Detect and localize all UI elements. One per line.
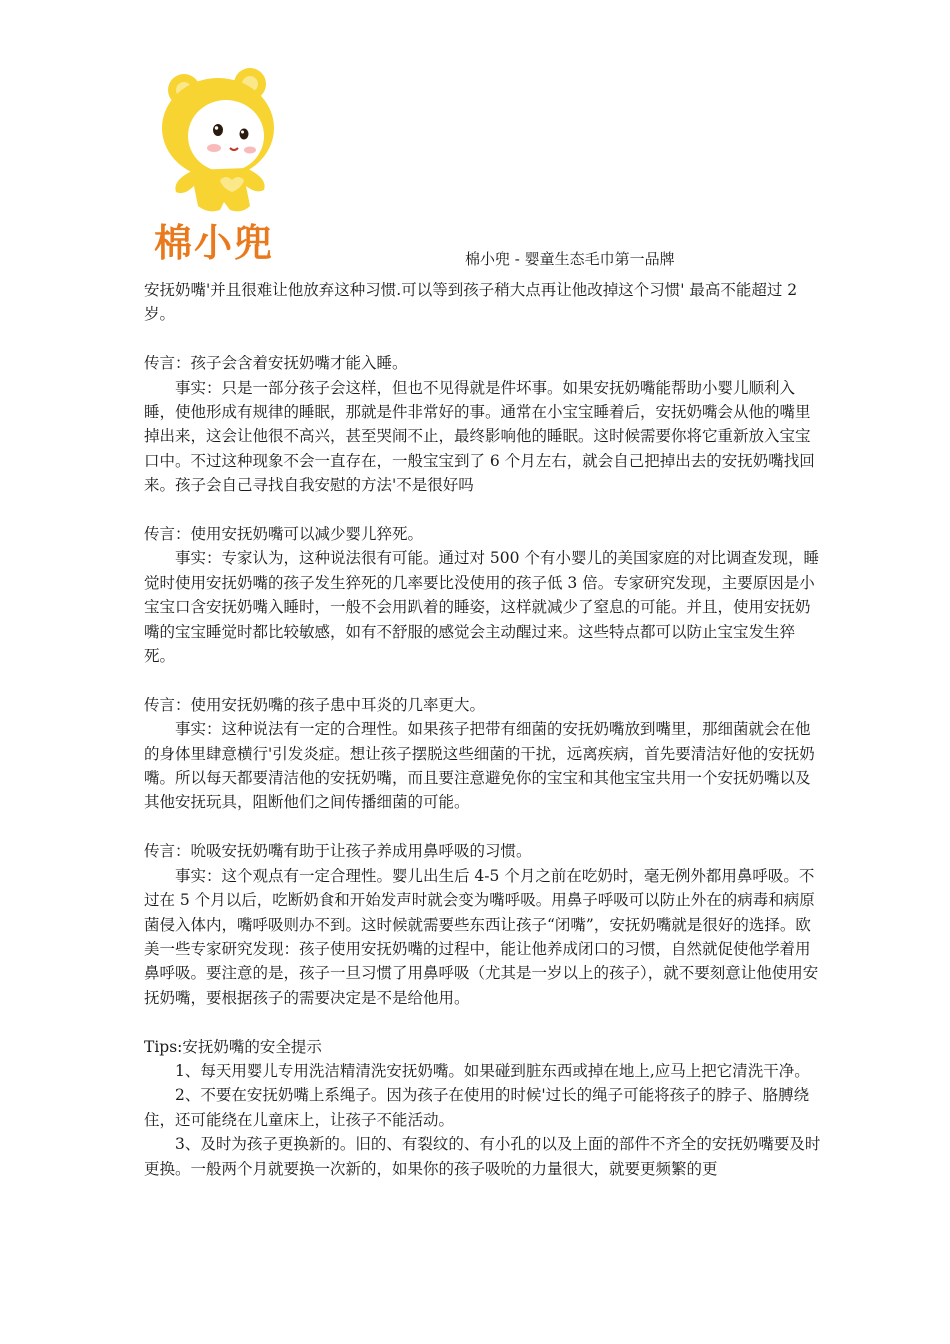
paragraph-gap [144, 1010, 824, 1034]
brand-logo [150, 66, 300, 272]
tip-1: 1、每天用婴儿专用洗洁精清洗安抚奶嘴。如果碰到脏东西或掉在地上,应马上把它清洗干净。 [175, 1061, 810, 1080]
fact-3: 事实：这种说法有一定的合理性。如果孩子把带有细菌的安抚奶嘴放到嘴里，那细菌就会在他的身体里肆意横行'引发炎症。想让孩子摆脱这些细菌的干扰，远离疾病，首先要清洁好他的安抚奶嘴。所以每天都要清洁他的安抚奶嘴，而且要注意避免你的宝宝和其他宝宝共用一个安抚奶嘴以及其他安抚玩具，阻断他们之间传播细菌的可能。 [144, 720, 815, 812]
fact-1: 事实：只是一部分孩子会这样，但也不见得就是件坏事。如果安抚奶嘴能帮助小婴儿顺利入睡，使他形成有规律的睡眠，那就是件非常好的事。通常在小宝宝睡着后，安抚奶嘴会从他的嘴里掉出来，这会让他很不高兴，甚至哭闹不止，最终影响他的睡眠。这时候需要你将它重新放入宝宝口中。不过这种现象不会一直存在，一般宝宝到了 6 个月左右，就会自己把掉出去的安抚奶嘴找回来。孩子会自己寻找自我安慰的方法'不是很好吗 [144, 378, 815, 495]
rumor-2: 传言：使用安抚奶嘴可以减少婴儿猝死。 [144, 525, 424, 544]
document-body [144, 278, 824, 1181]
rumor-4: 传言：吮吸安抚奶嘴有助于让孩子养成用鼻呼吸的习惯。 [144, 842, 532, 861]
intro-paragraph: 安抚奶嘴'并且很难让他放弃这种习惯.可以等到孩子稍大点再让他改掉这个习惯' 最高不能超过 2 岁。 [144, 281, 798, 324]
brand-logo-text: 棉小兜 [154, 221, 275, 265]
paragraph-gap [144, 815, 824, 839]
paragraph-gap [144, 498, 824, 522]
fact-2: 事实：专家认为，这种说法很有可能。通过对 500 个有小婴儿的美国家庭的对比调查发现，睡觉时使用安抚奶嘴的孩子发生猝死的几率要比没使用的孩子低 3 倍。专家研究发现，主要原因是小宝宝口含安抚奶嘴入睡时，一般不会用趴着的睡姿，这样就减少了窒息的可能。并且，使用安抚奶嘴的宝宝睡觉时都比较敏感，如有不舒服的感觉会主动醒过来。这些特点都可以防止宝宝发生猝死。 [144, 549, 819, 666]
fact-4: 事实：这个观点有一定合理性。婴儿出生后 4-5 个月之前在吃奶时，毫无例外都用鼻呼吸。不过在 5 个月以后，吃断奶食和开始发声时就会变为嘴呼吸。用鼻子呼吸可以防止外在的病毒和病原菌侵入体内，嘴呼吸则办不到。这时候就需要些东西让孩子“闭嘴”，安抚奶嘴就是很好的选择。欧美一些专家研究发现：孩子使用安抚奶嘴的过程中，能让他养成闭口的习惯，自然就促使他学着用鼻呼吸。要注意的是，孩子一旦习惯了用鼻呼吸（尤其是一岁以上的孩子），就不要刻意让他使用安抚奶嘴，要根据孩子的需要决定是不是给他用。 [144, 866, 819, 1007]
header-brand-line: 棉小兜 - 婴童生态毛巾第一品牌 [465, 250, 675, 268]
paragraph-gap [144, 327, 824, 351]
bear-mascot-icon [150, 66, 300, 216]
paragraph-gap [144, 668, 824, 692]
tips-title: Tips:安抚奶嘴的安全提示 [144, 1037, 322, 1056]
tip-3: 3、及时为孩子更换新的。旧的、有裂纹的、有小孔的以及上面的部件不齐全的安抚奶嘴要及时更换。一般两个月就要换一次新的，如果你的孩子吸吮的力量很大，就要更频繁的更 [144, 1135, 821, 1178]
rumor-1: 传言：孩子会含着安抚奶嘴才能入睡。 [144, 354, 408, 373]
tip-2: 2、不要在安抚奶嘴上系绳子。因为孩子在使用的时候'过长的绳子可能将孩子的脖子、胳膊绕住，还可能绕在儿童床上，让孩子不能活动。 [144, 1086, 810, 1129]
rumor-3: 传言：使用安抚奶嘴的孩子患中耳炎的几率更大。 [144, 695, 486, 714]
